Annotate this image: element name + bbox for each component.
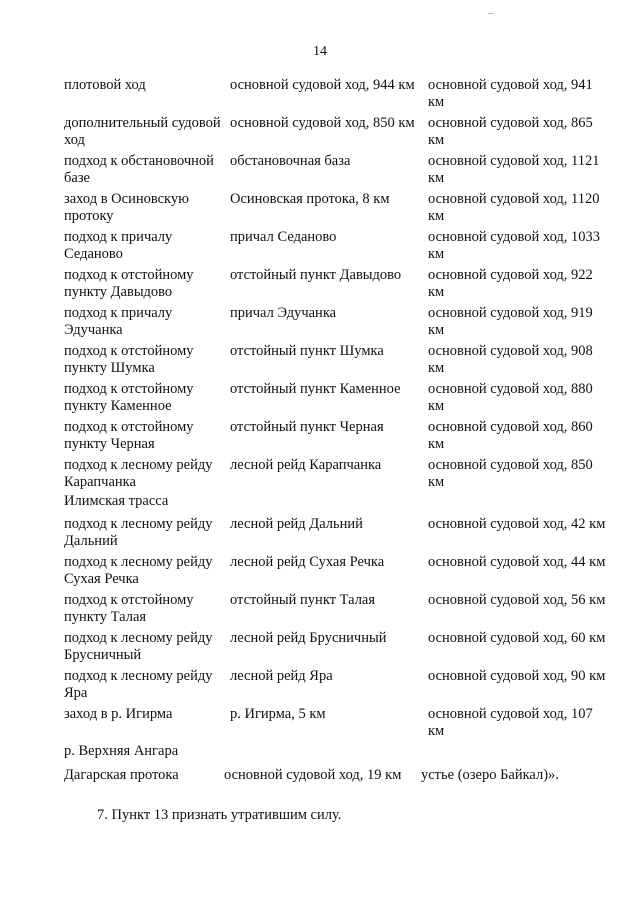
route-name: заход в Осиновскую протоку [64, 191, 189, 224]
route-name: подход к отстойному пункту Давыдово [64, 267, 194, 300]
route-end: основной судовой ход, 42 км [428, 516, 606, 532]
route-name: подход к лесному рейду Сухая Речка [64, 554, 213, 587]
route-end: основной судовой ход, 1121 км [428, 153, 600, 186]
route-start: основной судовой ход, 850 км [230, 115, 415, 131]
route-end: основной судовой ход, 90 км [428, 668, 606, 684]
route-end: основной судовой ход, 107 км [428, 706, 593, 739]
route-end: основной судовой ход, 941 км [428, 77, 593, 110]
route-name: подход к причалу Седаново [64, 229, 173, 262]
section-heading-ilim: Илимская трасса [64, 493, 169, 509]
route-name: подход к отстойному пункту Черная [64, 419, 194, 452]
route-name: подход к лесному рейду Яра [64, 668, 213, 701]
route-start: основной судовой ход, 19 км [224, 767, 402, 783]
route-start: отстойный пункт Каменное [230, 381, 401, 397]
route-name: подход к отстойному пункту Талая [64, 592, 194, 625]
route-name: заход в р. Игирма [64, 706, 173, 722]
route-start: лесной рейд Дальний [230, 516, 363, 532]
route-end: основной судовой ход, 850 км [428, 457, 593, 490]
route-name: дополнительный судовой ход [64, 115, 221, 148]
route-start: лесной рейд Карапчанка [230, 457, 382, 473]
closing-paragraph: 7. Пункт 13 признать утратившим силу. [97, 807, 342, 823]
route-start: лесной рейд Яра [230, 668, 333, 684]
section-heading-angara: р. Верхняя Ангара [64, 743, 179, 759]
route-start: отстойный пункт Шумка [230, 343, 384, 359]
route-name: подход к лесному рейду Брусничный [64, 630, 213, 663]
route-end: основной судовой ход, 880 км [428, 381, 593, 414]
route-start: отстойный пункт Давыдово [230, 267, 402, 283]
route-name: плотовой ход [64, 77, 146, 93]
route-start: отстойный пункт Талая [230, 592, 376, 608]
route-start: лесной рейд Сухая Речка [230, 554, 385, 570]
route-start: причал Седаново [230, 229, 337, 245]
route-end: основной судовой ход, 1120 км [428, 191, 600, 224]
route-name: Дагарская протока [64, 767, 179, 783]
route-start: отстойный пункт Черная [230, 419, 384, 435]
route-name: подход к причалу Эдучанка [64, 305, 173, 338]
route-start: причал Эдучанка [230, 305, 337, 321]
route-end: основной судовой ход, 919 км [428, 305, 593, 338]
route-name: подход к лесному рейду Карапчанка [64, 457, 213, 490]
route-end: основной судовой ход, 865 км [428, 115, 593, 148]
route-end: устье (озеро Байкал)». [421, 767, 559, 783]
route-end: основной судовой ход, 44 км [428, 554, 606, 570]
route-name: подход к обстановочной базе [64, 153, 214, 186]
route-start: основной судовой ход, 944 км [230, 77, 415, 93]
route-name: подход к отстойному пункту Шумка [64, 343, 194, 376]
route-start: р. Игирма, 5 км [230, 706, 326, 722]
route-start: обстановочная база [230, 153, 351, 169]
route-end: основной судовой ход, 56 км [428, 592, 606, 608]
scan-artifact [488, 13, 494, 14]
page-number: 14 [313, 44, 327, 59]
route-end: основной судовой ход, 922 км [428, 267, 593, 300]
route-end: основной судовой ход, 860 км [428, 419, 593, 452]
route-name: подход к отстойному пункту Каменное [64, 381, 194, 414]
route-end: основной судовой ход, 1033 км [428, 229, 601, 262]
route-start: лесной рейд Брусничный [230, 630, 387, 646]
route-end: основной судовой ход, 908 км [428, 343, 593, 376]
route-start: Осиновская протока, 8 км [230, 191, 390, 207]
route-name: подход к лесному рейду Дальний [64, 516, 213, 549]
route-end: основной судовой ход, 60 км [428, 630, 606, 646]
